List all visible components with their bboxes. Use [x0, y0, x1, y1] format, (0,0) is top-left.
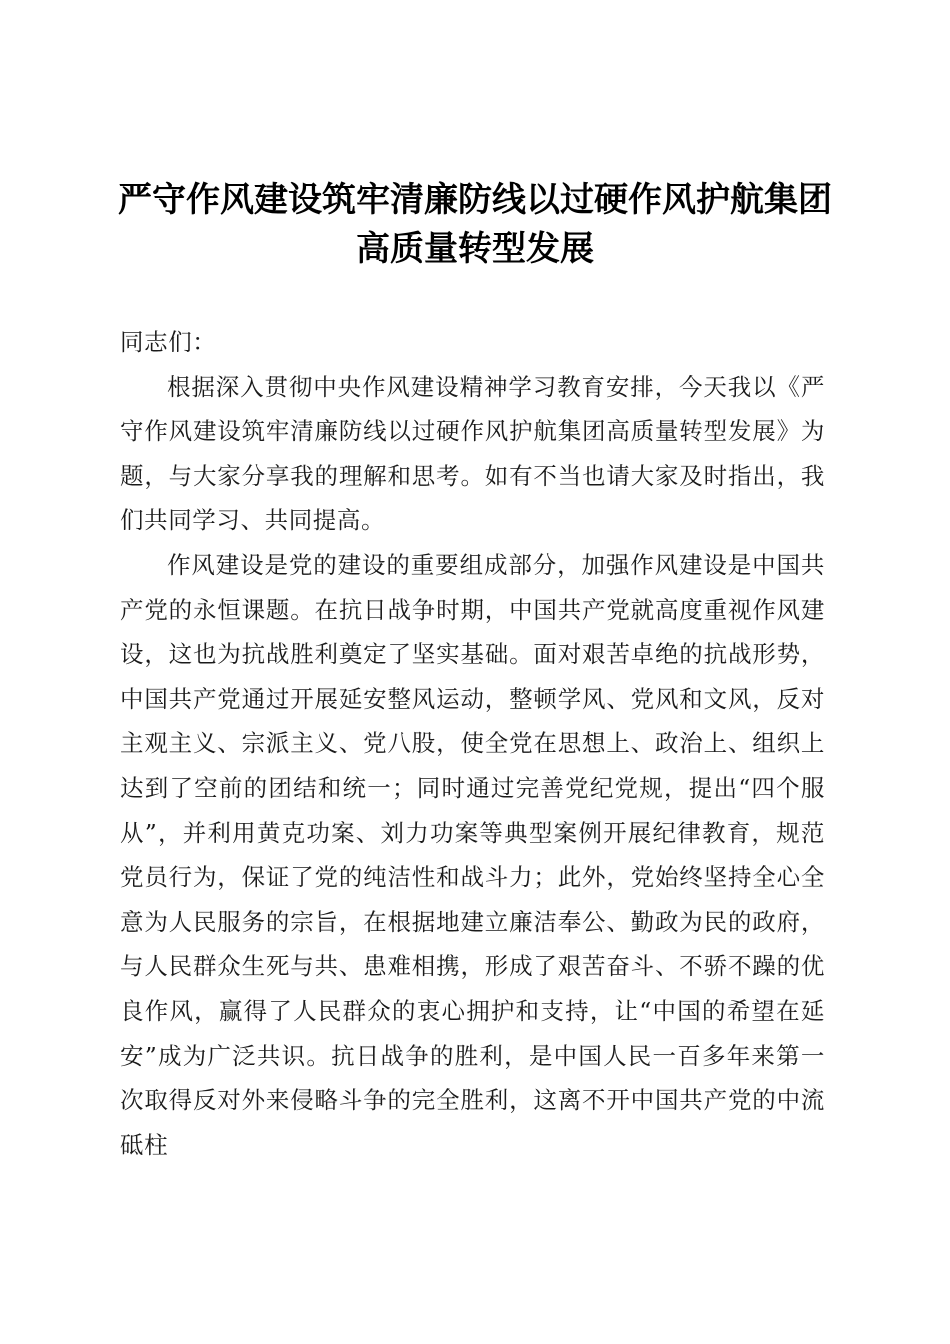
paragraph-intro: 根据深入贯彻中央作风建设精神学习教育安排，今天我以《严守作风建设筑牢清廉防线以过硬作风护航集团高质量转型发展》为题，与大家分享我的理解和思考。如有不当也请大家及时指出，我们共同学习、共同提高。	[120, 372, 825, 535]
document-title: 严守作风建设筑牢清廉防线以过硬作风护航集团高质量转型发展	[118, 180, 832, 269]
paragraph-history: 作风建设是党的建设的重要组成部分，加强作风建设是中国共产党的永恒课题。在抗日战争时期，中国共产党就高度重视作风建设，这也为抗战胜利奠定了坚实基础。面对艰苦卓绝的抗战形势，中国共产党通过开展延安整风运动，整顿学风、党风和文风，反对主观主义、宗派主义、党八股，使全党在思想上、政治上、组织上达到了空前的团结和统一；同时通过完善党纪党规，提出“四个服从”，并利用黄克功案、刘力功案等典型案例开展纪律教育，规范党员行为，保证了党的纯洁性和战斗力；此外，党始终坚持全心全意为人民服务的宗旨，在根据地建立廉洁奉公、勤政为民的政府，与人民群众生死与共、患难相携，形成了艰苦奋斗、不骄不躁的优良作风，赢得了人民群众的衷心拥护和支持，让“中国的希望在延安”成为广泛共识。抗日战争的胜利，是中国人民一百多年来第一次取得反对外来侵略斗争的完全胜利，这离不开中国共产党的中流砥柱	[120, 550, 825, 1159]
document-body	[120, 320, 825, 1167]
salutation: 同志们：	[120, 328, 217, 356]
